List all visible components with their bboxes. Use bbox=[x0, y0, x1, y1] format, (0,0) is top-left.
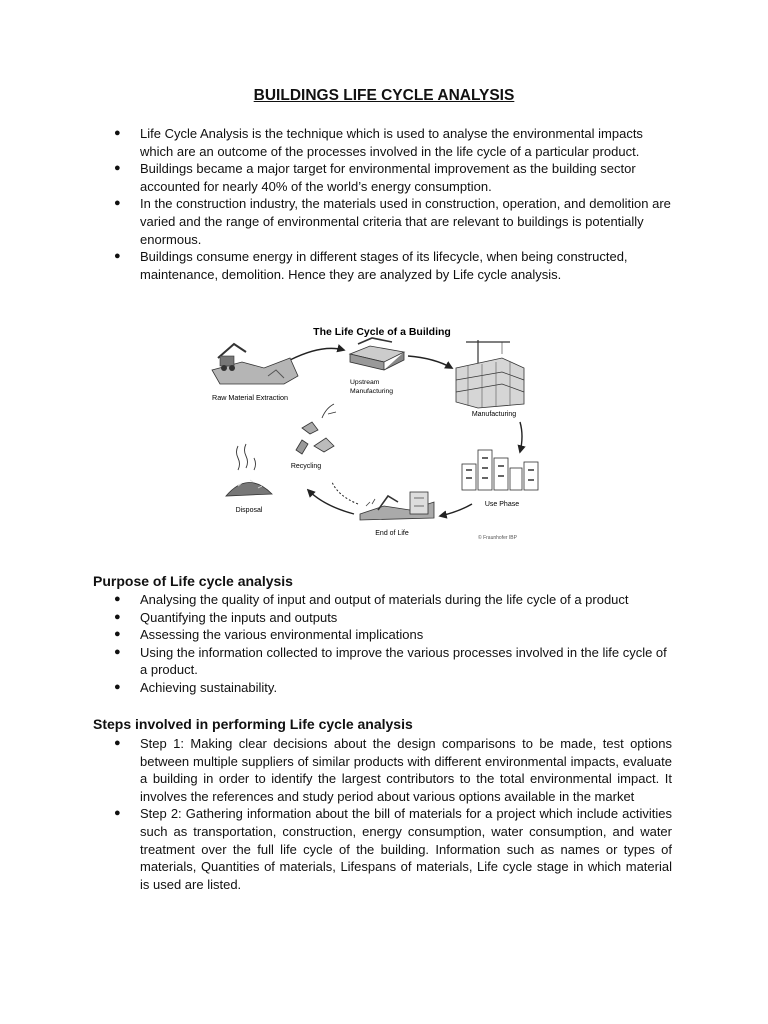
bullet-icon: ● bbox=[114, 127, 121, 139]
city-skyline-icon bbox=[462, 450, 538, 490]
intro-bullet: ● Buildings consume energy in different stages of its lifecycle, when being constructed, maintenance, demolition. Hence they are analyzed by Life cycle analysis. bbox=[114, 249, 628, 282]
stage-raw-label: Raw Material Extraction bbox=[212, 393, 288, 402]
steps-heading: Steps involved in performing Life cycle analysis bbox=[93, 716, 413, 732]
intro-bullet: ● In the construction industry, the materials used in construction, operation, and demolition are varied and the range of environmental criteria that are relevant to buildings is potentially enormous. bbox=[114, 196, 671, 247]
bullet-icon: ● bbox=[114, 593, 121, 605]
bullet-icon: ● bbox=[114, 250, 121, 263]
arrow-upstream-to-manufacturing bbox=[408, 356, 452, 368]
bullet-icon: ● bbox=[114, 807, 121, 820]
bullet-icon: ● bbox=[114, 610, 121, 623]
steel-beams-icon bbox=[350, 338, 404, 370]
intro-bullet: ● Life Cycle Analysis is the technique which is used to analyse the environmental impacts which are an outcome of the processes involved in the life cycle of a particular product. bbox=[114, 126, 643, 159]
bullet-icon: ● bbox=[114, 197, 121, 210]
bullet-icon: ● bbox=[114, 162, 121, 175]
arrow-manufacturing-to-use bbox=[520, 422, 522, 452]
stage-upstream-label-1: Upstream bbox=[350, 379, 380, 386]
excavator-icon bbox=[212, 344, 298, 384]
arrow-raw-to-upstream bbox=[290, 348, 344, 360]
bullet-icon: ● bbox=[114, 680, 121, 693]
purpose-bullet: ● Analysing the quality of input and output of materials during the life cycle of a product bbox=[114, 592, 629, 607]
intro-bullet-list bbox=[0, 125, 675, 283]
purpose-bullet: ● Using the information collected to improve the various processes involved in the life cycle of a product. bbox=[114, 644, 667, 678]
purpose-bullet: ● Assessing the various environmental implications bbox=[114, 627, 424, 643]
stage-upstream-label-2: Manufacturing bbox=[350, 388, 394, 395]
arrow-use-to-end bbox=[440, 504, 472, 516]
intro-bullet: ● Buildings became a major target for environmental improvement as the building sector accounted for nearly 40% of the world’s energy consumption. bbox=[114, 161, 636, 194]
purpose-heading: Purpose of Life cycle analysis bbox=[93, 573, 293, 589]
purpose-bullet: ● Quantifying the inputs and outputs bbox=[114, 609, 338, 625]
steps-bullet: ● Step 2: Gathering information about the bill of materials for a project which include activities such as transportation, construction, energy consumption, water consumption, and water treatment over the full life cycle of the building. Information such as names or types of materials, Quantities of materials, Lifespans of materials, Life cycle stage in which material is used are listed. bbox=[114, 806, 672, 892]
life-cycle-diagram bbox=[172, 318, 594, 550]
figure-credit: © Fraunhofer IBP bbox=[478, 535, 517, 541]
arrow-end-to-disposal-dust bbox=[332, 482, 358, 504]
stage-end-label: End of Life bbox=[375, 530, 409, 537]
demolition-icon bbox=[360, 492, 434, 520]
bullet-icon: ● bbox=[114, 628, 121, 641]
bullet-icon: ● bbox=[114, 645, 121, 658]
recycling-icon bbox=[296, 404, 336, 454]
purpose-bullet-list bbox=[0, 591, 675, 697]
document-title: BUILDINGS LIFE CYCLE ANALYSIS bbox=[253, 87, 515, 104]
purpose-bullet: ● Achieving sustainability. bbox=[114, 679, 278, 695]
figure-title: The Life Cycle of a Building bbox=[313, 326, 451, 338]
landfill-icon bbox=[226, 444, 272, 496]
arrow-end-to-recycling bbox=[308, 490, 354, 514]
steps-bullet: ● Step 1: Making clear decisions about the design comparisons to be made, test options between multiple suppliers of similar products with different environmental impacts, evaluate a building in order to identify the largest contributors to the total environmental impact. It involves the references and study period about various options available in the market bbox=[114, 736, 672, 804]
stage-disposal-label: Disposal bbox=[235, 507, 263, 514]
bullet-icon: ● bbox=[114, 737, 121, 749]
steps-bullet-list bbox=[0, 735, 672, 893]
construction-site-icon bbox=[456, 340, 524, 408]
stage-recycling-label: Recycling bbox=[290, 463, 322, 470]
stage-manufacturing-label: Manufacturing bbox=[471, 411, 517, 418]
stage-use-label: Use Phase bbox=[484, 501, 520, 508]
